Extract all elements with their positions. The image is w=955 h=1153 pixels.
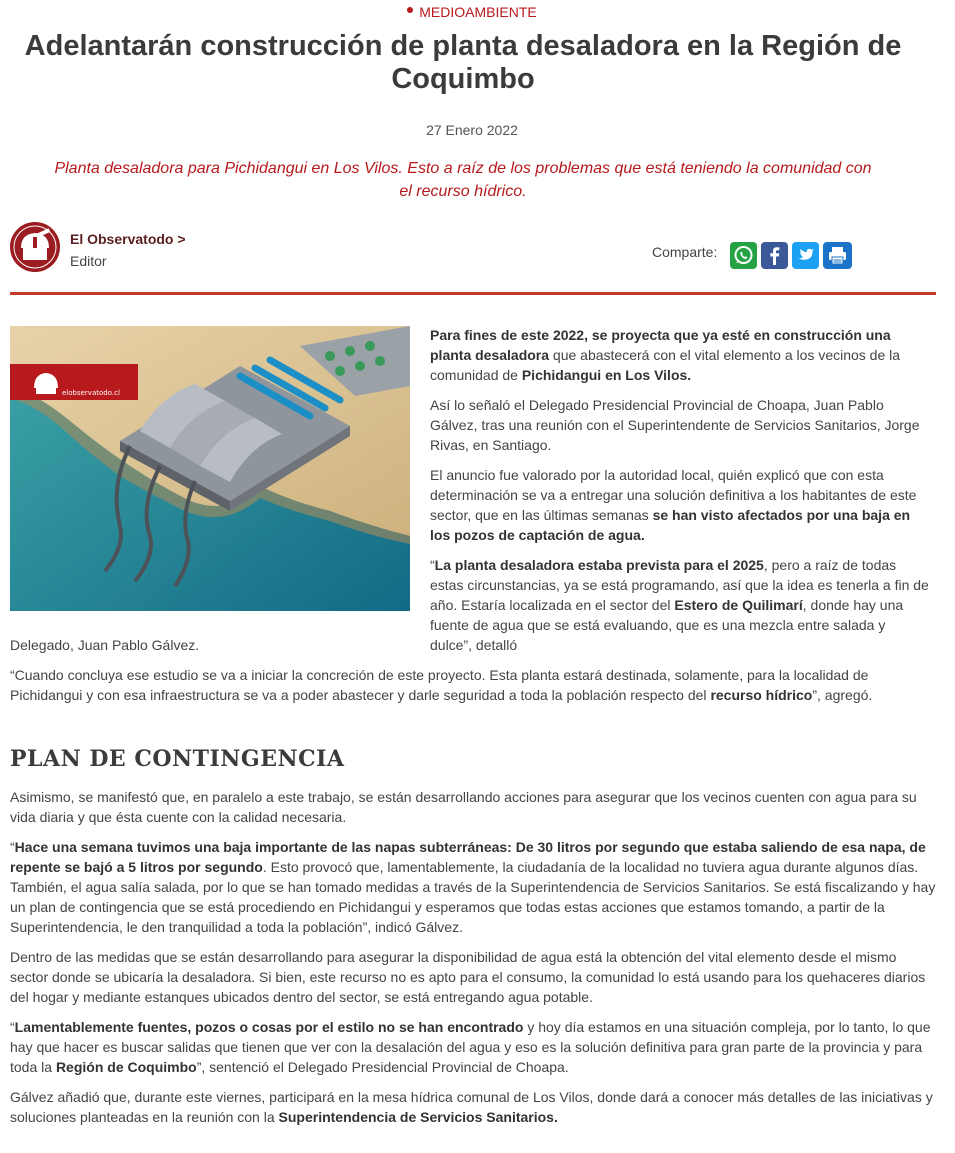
article-paragraph-9: “Lamentablemente fuentes, pozos o cosas por el estilo no se han encontrado y hoy día estamos en una situación compleja, por lo tanto, lo que hay que hacer es buscar salidas que tienen que ver con la desalación del agua y eso es la solución definitiva para gran parte de la provincia y para toda la Región de Coquimbo”, sentenció el Delegado Presidencial Provincial de Choapa.: [10, 1019, 931, 1075]
article-paragraph-10: Gálvez añadió que, durante este viernes, participará en la mesa hídrica comunal de Los Vilos, donde dará a conocer más detalles de las iniciativas y soluciones planteadas en la reunión con la Superintendencia de Servicios Sanitarios.: [10, 1089, 933, 1125]
article-paragraph-4-continued: Delegado, Juan Pablo Gálvez.: [10, 637, 200, 653]
category-tag[interactable]: [0, 4, 944, 20]
article-paragraph-6: Asimismo, se manifestó que, en paralelo a este trabajo, se están desarrollando acciones para asegurar que los vecinos cuenten con agua para su vida diaria y que ésta cuente con la calidad necesaria.: [10, 789, 917, 825]
author-role: Editor: [70, 253, 107, 269]
observatory-icon: [10, 222, 60, 272]
print-button[interactable]: [823, 242, 852, 269]
header-divider: [10, 292, 936, 295]
article-paragraph-2: Así lo señaló el Delegado Presidencial Provincial de Choapa, Juan Pablo Gálvez, tras una reunión con el Superintendente de Servicios Sanitarios, Jorge Rivas, en Santiago.: [430, 397, 920, 453]
article-lead: Planta desaladora para Pichidangui en Los Vilos. Esto a raíz de los problemas que está teniendo la comunidad con el recurso hídrico.: [54, 160, 872, 200]
author-avatar[interactable]: [10, 222, 60, 272]
desalination-plant-illustration: [10, 326, 410, 611]
section-heading: PLAN DE CONTINGENCIA: [10, 746, 345, 772]
whatsapp-share-button[interactable]: [730, 242, 757, 269]
article-paragraph-4: “La planta desaladora estaba prevista para el 2025, pero a raíz de todas estas circunstancias, ya se está programando, así que la idea es tenerla a fin de año. Estaría localizada en el sector del Estero de Quilimarí, donde hay una fuente de agua que se está evaluando, que es una mezcla entre salada y dulce”, detalló: [430, 557, 929, 653]
article-paragraph-5: “Cuando concluya ese estudio se va a iniciar la concreción de este proyecto. Esta planta estará destinada, solamente, para la localidad de Pichidangui y con esa infraestructura se va a poder abastecer y darle seguridad a toda la población respecto del recurso hídrico”, agregó.: [10, 667, 873, 703]
print-icon: [823, 242, 852, 269]
share-label: Comparte:: [652, 244, 718, 260]
author-name-link[interactable]: El Observatodo >: [70, 231, 186, 247]
article-paragraph-1: Para fines de este 2022, se proyecta que ya esté en construcción una planta desaladora que abastecerá con el vital elemento a los vecinos de la comunidad de Pichidangui en Los Vilos.: [430, 327, 901, 383]
watermark-text: elobservatodo.cl: [62, 389, 120, 397]
article-paragraph-3: El anuncio fue valorado por la autoridad local, quién explicó que con esta determinación se va a entregar una solución definitiva a los habitantes de este sector, que en las últimas semanas se han visto afectados por una baja en los pozos de captación de agua.: [430, 467, 917, 543]
twitter-share-button[interactable]: [792, 242, 819, 269]
article-paragraph-8: Dentro de las medidas que se están desarrollando para asegurar la disponibilidad de agua está la obtención del vital elemento desde el mismo sector donde se ubicaría la desaladora. Si bien, este recurso no es apto para el consumo, la comunidad lo está usando para los quehaceres diarios del hogar y mediante estanques ubicados dentro del sector, se está entregando agua potable.: [10, 949, 926, 1005]
facebook-share-button[interactable]: [761, 242, 788, 269]
category-dot: [407, 7, 413, 13]
twitter-icon: [792, 242, 819, 269]
whatsapp-icon: [730, 242, 757, 269]
facebook-icon: [761, 242, 788, 269]
publish-date: 27 Enero 2022: [426, 122, 518, 138]
category-label[interactable]: MEDIOAMBIENTE: [419, 4, 537, 20]
hero-image: [10, 326, 410, 611]
article-title: Adelantarán construcción de planta desaladora en la Región de Coquimbo: [24, 30, 902, 95]
article-paragraph-7: “Hace una semana tuvimos una baja importante de las napas subterráneas: De 30 litros por segundo que estaba saliendo de esa napa, de repente se bajó a 5 litros por segundo. Esto provocó que, lamentablemente, la ciudadanía de la localidad no tuviera agua durante algunos días. También, el agua salía salada, por lo que se han tomado medidas a través de la Superintendencia de Servicios Sanitarios. Se está fiscalizando y hay un plan de contingencia que se está procediendo en Pichidangui y esperamos que todas estas acciones que estamos tomando, a partir de la Superintendencia, le den tranquilidad a toda la población”, indicó Gálvez.: [10, 839, 936, 935]
